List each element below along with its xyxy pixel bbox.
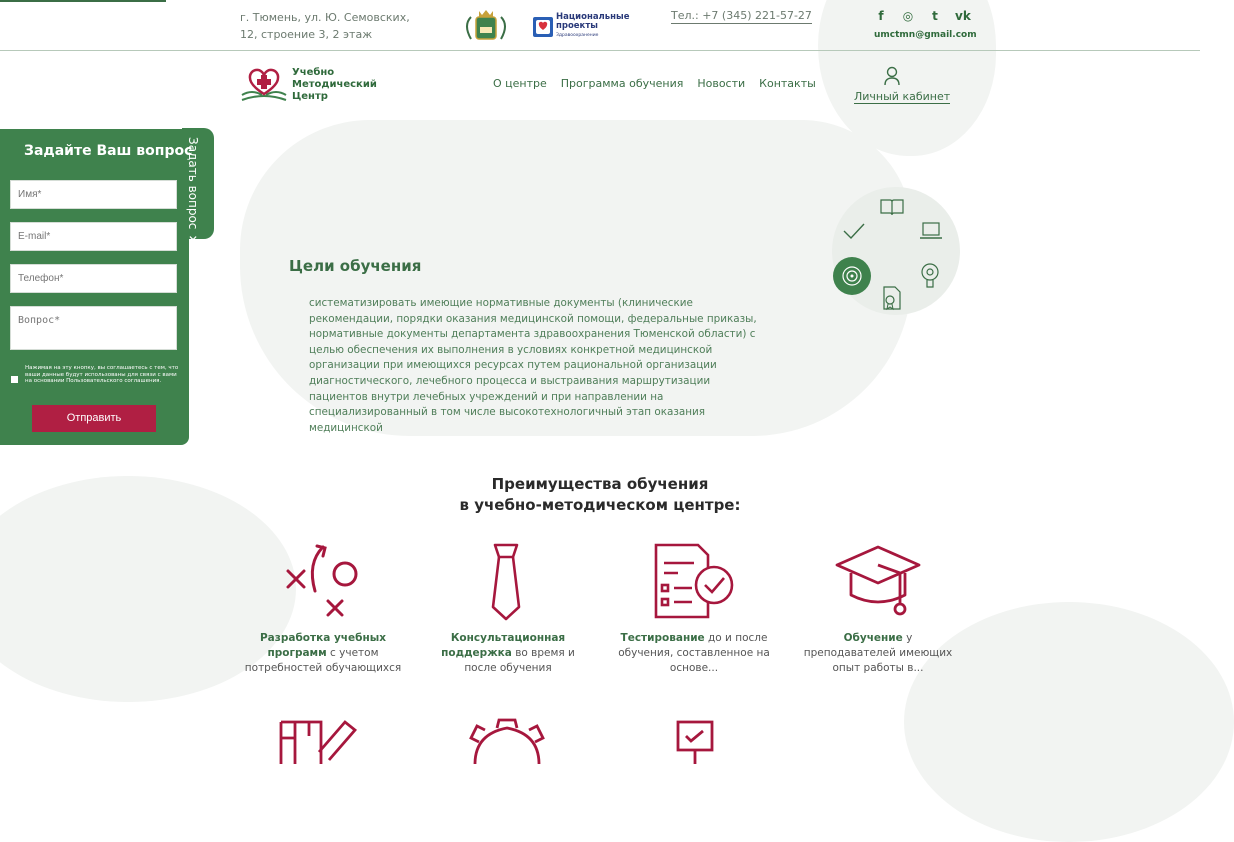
test-checklist-icon: [652, 543, 736, 625]
book-icon[interactable]: [879, 197, 905, 221]
strategy-icon: [283, 541, 363, 623]
gear-icon: [467, 718, 547, 768]
consent-text: Нажимая на эту кнопку, вы соглашаетесь с тем, что ваши данные будут использованы для связи с вами на основании Пользовательского соглашения.: [25, 365, 179, 384]
email-link[interactable]: umctmn@gmail.com: [874, 30, 977, 40]
phone-field[interactable]: [10, 264, 177, 293]
facebook-icon[interactable]: f: [878, 9, 884, 23]
region-emblem-logo: [461, 7, 511, 49]
phone-link[interactable]: Тел.: +7 (345) 221-57-27: [671, 9, 812, 22]
topbar-divider: [0, 50, 1200, 51]
pointer-board-icon: [668, 718, 720, 768]
goals-text: систематизировать имеющие нормативные документы (клинические рекомендации, порядки оказания медицинской помощи, федеральные приказы, нормативные документы департамента здравоохранения Тюменской области) с целью обеспечения их выполнения в условиях конкретной медицинской организации при имеющихся ресурсах путем рациональной организации диагностического, лечебного процесса и выстраивания маршрутизации пациентов внутри лечебных учреждений и при направлении на специализированный в том числе высокотехнологичный этап оказания медицинской: [309, 297, 757, 434]
advantage-caption-1: Разработка учебных программ с учетом потребностей обучающихся: [244, 632, 402, 674]
national-projects-logo: Национальные проекты Здравоохранение: [533, 13, 629, 40]
submit-button[interactable]: Отправить: [32, 405, 156, 432]
name-field[interactable]: [10, 180, 177, 209]
user-icon[interactable]: [884, 66, 900, 90]
twitter-icon[interactable]: t: [932, 9, 938, 23]
advantage-caption-2: Консультационная поддержка во время и после обучения: [441, 632, 575, 674]
lightbulb-icon[interactable]: [920, 262, 940, 294]
vk-icon[interactable]: vk: [955, 9, 971, 23]
document-edit-icon: [279, 716, 369, 768]
laptop-icon[interactable]: [919, 221, 943, 245]
ask-question-tab-label[interactable]: Задать вопрос ✕: [186, 137, 200, 248]
question-field[interactable]: [10, 306, 177, 350]
search-underline: [0, 0, 166, 2]
nav-news[interactable]: Новости: [697, 77, 746, 90]
graduation-cap-icon: [833, 543, 923, 625]
checkmark-icon[interactable]: [842, 222, 866, 244]
address: г. Тюмень, ул. Ю. Семовских, 12, строение 3, 2 этаж: [240, 11, 410, 41]
site-logo-text[interactable]: Учебно Методический Центр: [292, 67, 377, 102]
advantages-title: Преимущества обучения в учебно-методическом центре:: [459, 475, 741, 514]
site-logo-mark[interactable]: [240, 64, 288, 108]
form-title: Задайте Ваш вопрос: [24, 143, 193, 159]
consent-checkbox[interactable]: [11, 376, 18, 383]
social-links: [874, 9, 969, 23]
goals-title: Цели обучения: [289, 257, 422, 275]
personal-cabinet-link[interactable]: Личный кабинет: [854, 90, 951, 103]
instagram-icon[interactable]: ◎: [902, 9, 914, 23]
target-icon-active[interactable]: [832, 256, 872, 300]
advantage-caption-3: Тестирование до и после обучения, составленное на основе...: [618, 632, 770, 674]
email-field[interactable]: [10, 222, 177, 251]
nav-about[interactable]: О центре: [493, 77, 547, 90]
nav-program[interactable]: Программа обучения: [560, 77, 684, 90]
certificate-icon[interactable]: [881, 285, 903, 315]
main-nav: [493, 77, 816, 90]
tie-icon: [489, 543, 523, 625]
nav-contacts[interactable]: Контакты: [759, 77, 816, 90]
advantage-caption-4: Обучение у преподавателей имеющих опыт работы в...: [803, 632, 953, 674]
